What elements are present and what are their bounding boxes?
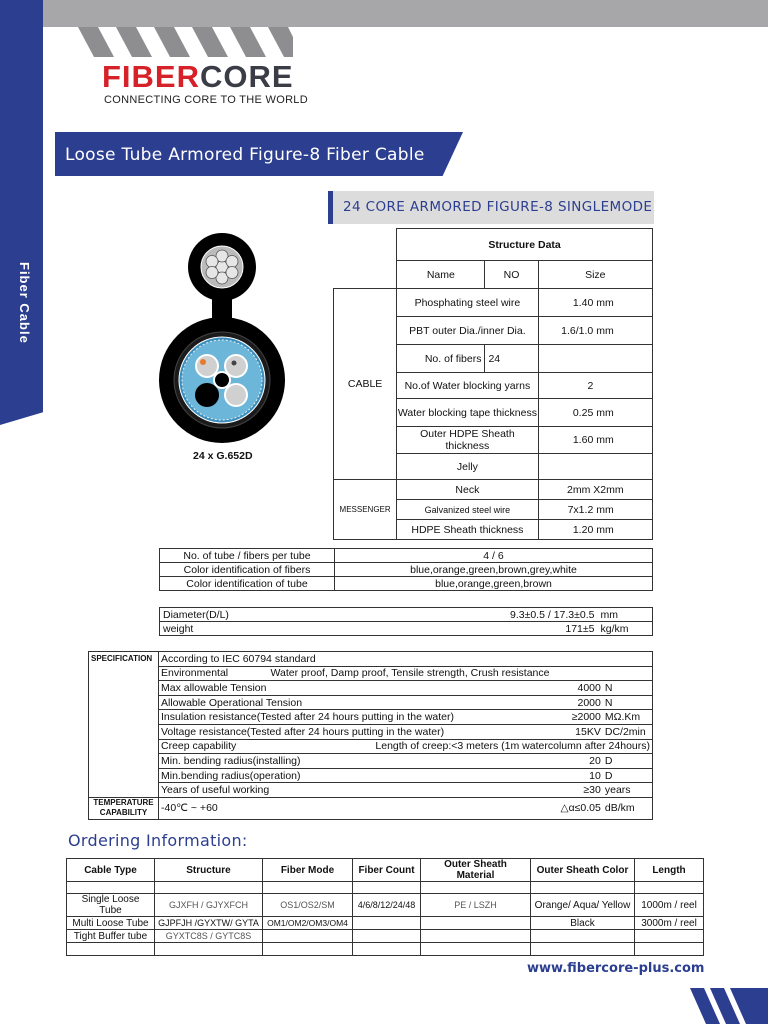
dimension-unit: kg/km xyxy=(598,622,653,636)
attenuation-unit: dB/km xyxy=(603,797,653,819)
ordering-header: Fiber Mode xyxy=(263,859,353,882)
structure-row-value: 0.25 xyxy=(538,399,595,427)
messenger-row-name: Galvanized steel wire xyxy=(397,500,538,520)
ordering-cell xyxy=(635,930,704,943)
ordering-cell: OM1/OM2/OM3/OM4 xyxy=(263,917,353,930)
structure-data-table xyxy=(333,228,653,540)
top-bar xyxy=(0,0,768,27)
ordering-cell: GJPFJH /GYXTW/ GYTA xyxy=(155,917,263,930)
spec-row-detail: Length of creep:<3 meters (1m watercolumn after 24hours) xyxy=(269,739,653,754)
structure-row-name: Water blocking tape thickness xyxy=(397,399,538,427)
ordering-cell xyxy=(353,943,421,956)
structure-row-unit: mm xyxy=(595,317,652,345)
spec-row-unit: D xyxy=(603,768,653,783)
ordering-cell: 1000m / reel xyxy=(635,894,704,917)
ordering-cell xyxy=(263,930,353,943)
spec-row-name: Environmental xyxy=(159,666,269,681)
messenger-row-value: 1.20 xyxy=(538,520,595,540)
dimensions-table xyxy=(159,607,653,636)
ordering-cell xyxy=(67,882,155,894)
spec-row-unit: years xyxy=(603,783,653,798)
spec-row-value: 15KV xyxy=(559,724,603,739)
color-row-label: Color identification of tube xyxy=(160,577,335,591)
ordering-cell: Multi Loose Tube xyxy=(67,917,155,930)
temperature-label-line2: CAPABILITY xyxy=(99,808,148,818)
structure-row-value: 2 xyxy=(538,373,595,399)
color-row-value: 4 / 6 xyxy=(335,549,653,563)
ordering-cell xyxy=(421,943,531,956)
spec-row-value: 4000 xyxy=(559,681,603,696)
ordering-title: Ordering Information: xyxy=(68,831,248,850)
structure-row-value xyxy=(538,345,595,373)
column-header-name: Name xyxy=(397,261,485,289)
ordering-cell xyxy=(635,943,704,956)
spec-row-name: Years of useful working xyxy=(159,783,559,798)
color-row-value: blue,orange,green,brown xyxy=(335,577,653,591)
subtitle-accent-bar xyxy=(328,191,333,224)
ordering-cell xyxy=(353,882,421,894)
messenger-row-unit: mm xyxy=(595,520,652,540)
dimension-label: Diameter(D/L) xyxy=(160,608,335,622)
logo-stripes-graphic xyxy=(78,27,293,57)
color-row-value: blue,orange,green,brown,grey,white xyxy=(335,563,653,577)
spec-row-name: Allowable Operational Tension xyxy=(159,695,559,710)
company-logo xyxy=(102,60,294,94)
spec-row-unit: D xyxy=(603,754,653,769)
column-header-no: NO xyxy=(485,261,538,289)
blank-corner xyxy=(334,229,397,261)
spec-row-unit: MΩ.Km xyxy=(603,710,653,725)
attenuation-value: △α≤0.05 xyxy=(559,797,603,819)
structure-row-name: No.of Water blocking yarns xyxy=(397,373,538,399)
messenger-row-unit: mm xyxy=(595,500,652,520)
structure-row-name: No. of fibers xyxy=(397,345,485,373)
dimension-value: 9.3±0.5 / 17.3±0.5 xyxy=(335,608,598,622)
company-tagline: CONNECTING CORE TO THE WORLD xyxy=(104,94,308,106)
ordering-header: Length xyxy=(635,859,704,882)
ordering-cell xyxy=(155,882,263,894)
dimension-label: weight xyxy=(160,622,335,636)
ordering-cell xyxy=(635,882,704,894)
temperature-range: -40℃ ~ +60 xyxy=(159,797,559,819)
ordering-cell xyxy=(263,943,353,956)
cable-fiber-type-caption: 24 x G.652D xyxy=(193,450,253,462)
logo-part-fiber: FIBER xyxy=(102,59,200,94)
spec-row-name: Min.bending radius(operation) xyxy=(159,768,559,783)
ordering-header: Outer Sheath Color xyxy=(531,859,635,882)
ordering-header: Outer Sheath Material xyxy=(421,859,531,882)
spec-row-name: Creep capability xyxy=(159,739,269,754)
ordering-cell: OS1/OS2/SM xyxy=(263,894,353,917)
spec-row-value: 2000 xyxy=(559,695,603,710)
messenger-row-name: Neck xyxy=(397,480,538,500)
page-subtitle: 24 CORE ARMORED FIGURE-8 SINGLEMODE xyxy=(343,199,653,215)
spec-row-value: 20 xyxy=(559,754,603,769)
spec-row-name: Insulation resistance(Tested after 24 hours putting in the water) xyxy=(159,710,559,725)
ordering-cell: GYXTC8S / GYTC8S xyxy=(155,930,263,943)
ordering-cell xyxy=(421,930,531,943)
structure-row-no: 24 xyxy=(485,345,538,373)
ordering-header: Fiber Count xyxy=(353,859,421,882)
blank-corner xyxy=(334,261,397,289)
side-label: Fiber Cable xyxy=(17,262,32,344)
spec-row-name: Max allowable Tension xyxy=(159,681,559,696)
dimension-unit: mm xyxy=(598,608,653,622)
ordering-header: Structure xyxy=(155,859,263,882)
structure-row-value: 1.40 xyxy=(538,289,595,317)
temperature-label-line1: TEMPERATURE xyxy=(93,798,154,808)
structure-table-title: Structure Data xyxy=(397,229,653,261)
temperature-label xyxy=(89,797,159,819)
spec-row-unit: DC/2min xyxy=(603,724,653,739)
spec-row-value: ≥2000 xyxy=(559,710,603,725)
dimension-value: 171±5 xyxy=(335,622,598,636)
structure-row-value xyxy=(538,454,595,480)
structure-row-name: PBT outer Dia./inner Dia. xyxy=(397,317,538,345)
messenger-row-value: 7x1.2 xyxy=(538,500,595,520)
cable-group-label: CABLE xyxy=(334,289,397,480)
ordering-cell: Tight Buffer tube xyxy=(67,930,155,943)
structure-row-unit: mm xyxy=(595,289,652,317)
spec-row-name: According to IEC 60794 standard xyxy=(159,652,653,667)
ordering-cell xyxy=(531,930,635,943)
column-header-size: Size xyxy=(538,261,652,289)
structure-row-name: Jelly xyxy=(397,454,538,480)
ordering-cell: Black xyxy=(531,917,635,930)
structure-row-unit xyxy=(595,454,652,480)
color-row-label: No. of tube / fibers per tube xyxy=(160,549,335,563)
structure-row-unit: mm xyxy=(595,399,652,427)
ordering-cell: Orange/ Aqua/ Yellow xyxy=(531,894,635,917)
structure-row-name: Outer HDPE Sheath thickness xyxy=(397,427,538,454)
color-row-label: Color identification of fibers xyxy=(160,563,335,577)
structure-row-unit xyxy=(595,373,652,399)
ordering-cell xyxy=(421,917,531,930)
specification-label: SPECIFICATION xyxy=(89,652,159,798)
logo-part-core: CORE xyxy=(200,59,294,94)
ordering-cell: 3000m / reel xyxy=(635,917,704,930)
structure-row-unit: mm xyxy=(595,427,652,454)
cable-cross-section-illustration xyxy=(150,225,300,450)
fiber-color-table xyxy=(159,548,653,591)
corner-stripes-graphic xyxy=(690,988,768,1024)
messenger-group-label: MESSENGER xyxy=(334,480,397,540)
structure-row-value: 1.6/1.0 xyxy=(538,317,595,345)
ordering-cell xyxy=(353,930,421,943)
ordering-cell xyxy=(67,943,155,956)
spec-row-unit: N xyxy=(603,681,653,696)
page-title: Loose Tube Armored Figure-8 Fiber Cable xyxy=(65,145,425,165)
ordering-cell xyxy=(531,943,635,956)
spec-row-name: Voltage resistance(Tested after 24 hours putting in the water) xyxy=(159,724,559,739)
spec-row-unit: N xyxy=(603,695,653,710)
spec-row-value: 10 xyxy=(559,768,603,783)
ordering-cell xyxy=(421,882,531,894)
ordering-cell: PE / LSZH xyxy=(421,894,531,917)
ordering-cell xyxy=(263,882,353,894)
ordering-header: Cable Type xyxy=(67,859,155,882)
spec-row-value: ≥30 xyxy=(559,783,603,798)
ordering-cell xyxy=(155,943,263,956)
ordering-cell: GJXFH / GJYXFCH xyxy=(155,894,263,917)
spec-row-name: Min. bending radius(installing) xyxy=(159,754,559,769)
website-link[interactable]: www.fibercore-plus.com xyxy=(527,961,705,976)
structure-row-name: Phosphating steel wire xyxy=(397,289,538,317)
messenger-row-value: 2mm X2mm xyxy=(538,480,652,500)
ordering-table xyxy=(66,858,704,956)
structure-row-value: 1.60 xyxy=(538,427,595,454)
structure-row-unit xyxy=(595,345,652,373)
ordering-cell: Single Loose Tube xyxy=(67,894,155,917)
messenger-row-name: HDPE Sheath thickness xyxy=(397,520,538,540)
ordering-cell: 4/6/8/12/24/48 xyxy=(353,894,421,917)
ordering-cell xyxy=(531,882,635,894)
ordering-cell xyxy=(353,917,421,930)
specification-table xyxy=(88,651,653,820)
spec-row-detail: Water proof, Damp proof, Tensile strength, Crush resistance xyxy=(269,666,653,681)
